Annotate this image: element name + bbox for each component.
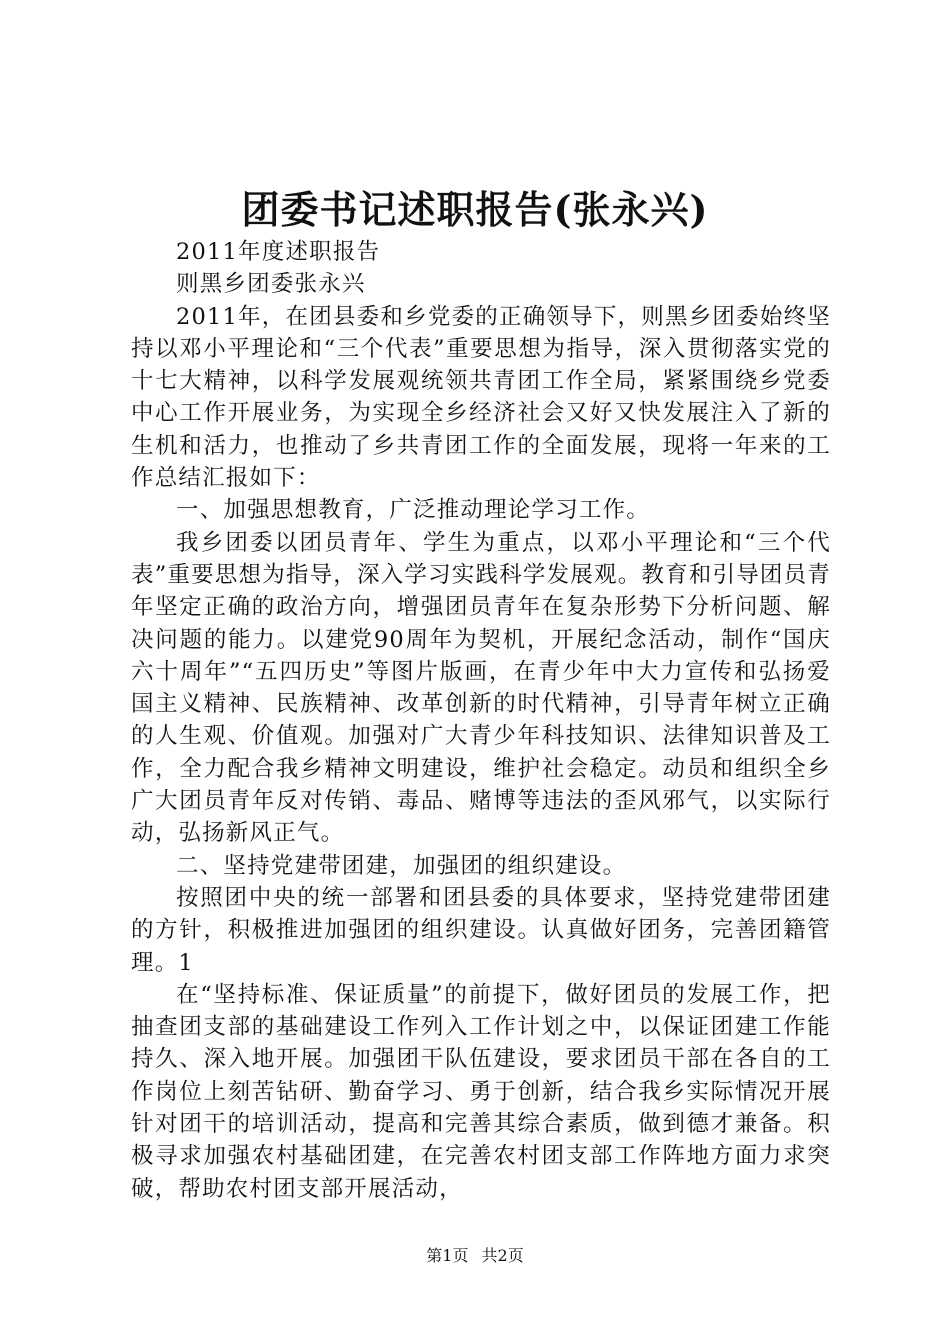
paragraph-author: 则黑乡团委张永兴	[176, 271, 366, 298]
document-body	[131, 236, 831, 1205]
document-title: 团委书记述职报告(张永兴)	[241, 187, 709, 232]
paragraph-section-1: 我乡团委以团员青年、学生为重点，以邓小平理论和“三个代表”重要思想为指导，深入学习实践科学发展观。教育和引导团员青年坚定正确的政治方向，增强团员青年在复杂形势下分析问题、解决问题的能力。以建党90周年为契机，开展纪念活动，制作“国庆六十周年”“五四历史”等图片版画，在青少年中大力宣传和弘扬爱国主义精神、民族精神、改革创新的时代精神，引导青年树立正确的人生观、价值观。加强对广大青少年科技知识、法律知识普及工作，全力配合我乡精神文明建设，维护社会稳定。动员和组织全乡广大团员青年反对传销、毒品、赌博等违法的歪风邪气，以实际行动，弘扬新风正气。	[131, 529, 832, 847]
paragraph-intro: 2011年，在团县委和乡党委的正确领导下，则黑乡团委始终坚持以邓小平理论和“三个代表”重要思想为指导，深入贯彻落实党的十七大精神，以科学发展观统领共青团工作全局，紧紧围绕乡党委中心工作开展业务，为实现全乡经济社会又好又快发展注入了新的生机和活力，也推动了乡共青团工作的全面发展，现将一年来的工作总结汇报如下：	[131, 303, 831, 492]
page-number: 第1页	[426, 1246, 469, 1265]
paragraph-section-2a: 按照团中央的统一部署和团县委的具体要求，坚持党建带团建的方针，积极推进加强团的组织建设。认真做好团务，完善团籍管理。1	[131, 884, 831, 976]
paragraph-section-2b: 在“坚持标准、保证质量”的前提下，做好团员的发展工作，把抽查团支部的基础建设工作列入工作计划之中，以保证团建工作能持久、深入地开展。加强团干队伍建设，要求团员干部在各自的工作岗位上刻苦钻研、勤奋学习、勇于创新，结合我乡实际情况开展针对团干的培训活动，提高和完善其综合素质，做到德才兼备。积极寻求加强农村基础团建，在完善农村团支部工作阵地方面力求突破，帮助农村团支部开展活动，	[131, 981, 831, 1202]
section-heading-1: 一、加强思想教育，广泛推动理论学习工作。	[176, 497, 651, 524]
page-total: 共2页	[481, 1246, 524, 1265]
paragraph-report-year: 2011年度述职报告	[176, 239, 381, 265]
section-heading-2: 二、坚持党建带团建，加强团的组织建设。	[176, 852, 627, 879]
page-footer	[0, 1244, 950, 1268]
